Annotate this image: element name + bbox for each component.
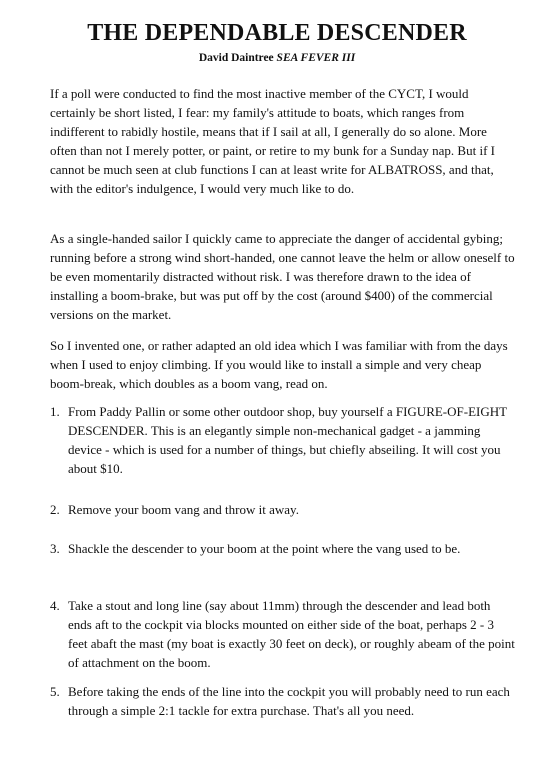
step-number: 3. xyxy=(50,541,60,556)
step-text: From Paddy Pallin or some other outdoor shop, buy yourself a FIGURE-OF-EIGHT DESCENDER. This is an elegantly simple non-mechanical gadget - a jamming device - which is used for a number of things, but chiefly abseiling. It will cost you about $10. xyxy=(68,404,507,476)
list-item xyxy=(50,596,516,672)
step-number: 2. xyxy=(50,502,60,517)
list-item xyxy=(50,500,516,519)
author-name: David Daintree xyxy=(198,52,274,64)
step-number: 5. xyxy=(50,684,60,699)
step-text: Take a stout and long line (say about 11mm) through the descender and lead both ends aft to the cockpit via blocks mounted on either side of the boat, perhaps 2 - 3 feet abaft the mast (my boat is exactly 30 feet on deck), or roughly abeam of the point of attachment on the boom. xyxy=(68,598,515,670)
boat-name: SEA FEVER III xyxy=(276,52,356,64)
paragraph-invention: So I invented one, or rather adapted an old idea which I was familiar with from the days when I used to enjoy climbing. If you would like to install a simple and very cheap boom-break, which doubles as a boom vang, read on. xyxy=(50,338,508,391)
list-item xyxy=(50,539,516,558)
article-title: THE DEPENDABLE DESCENDER xyxy=(87,20,467,46)
step-number: 4. xyxy=(50,598,60,613)
step-text: Before taking the ends of the line into the cockpit you will probably need to run each through a simple 2:1 tackle for extra purchase. That's all you need. xyxy=(68,684,510,718)
list-item xyxy=(50,682,516,720)
paragraph-gybing: As a single-handed sailor I quickly came to appreciate the danger of accidental gybing; running before a strong wind short-handed, one cannot leave the helm or allow oneself to be even momentarily distracted without risk. I was therefore drawn to the idea of installing a boom-brake, but was put off by the cost (around $400) of the commercial versions on the market. xyxy=(50,231,515,322)
step-number: 1. xyxy=(50,404,60,419)
list-item xyxy=(50,402,516,478)
paragraph-intro: If a poll were conducted to find the most inactive member of the CYCT, I would certainly be short listed, I fear: my family's attitude to boats, which ranges from indifferent to rabidly hostile, means that if I sail at all, I generally do so alone. More often than not I merely potter, or paint, or retire to my bunk for a Sunday nap. But if I cannot be much seen at club functions I can at least write for ALBATROSS, and that, with the editor's indulgence, I would very much like to do. xyxy=(50,86,495,196)
step-text: Remove your boom vang and throw it away. xyxy=(68,502,299,517)
step-text: Shackle the descender to your boom at the point where the vang used to be. xyxy=(68,541,461,556)
byline xyxy=(0,52,554,64)
